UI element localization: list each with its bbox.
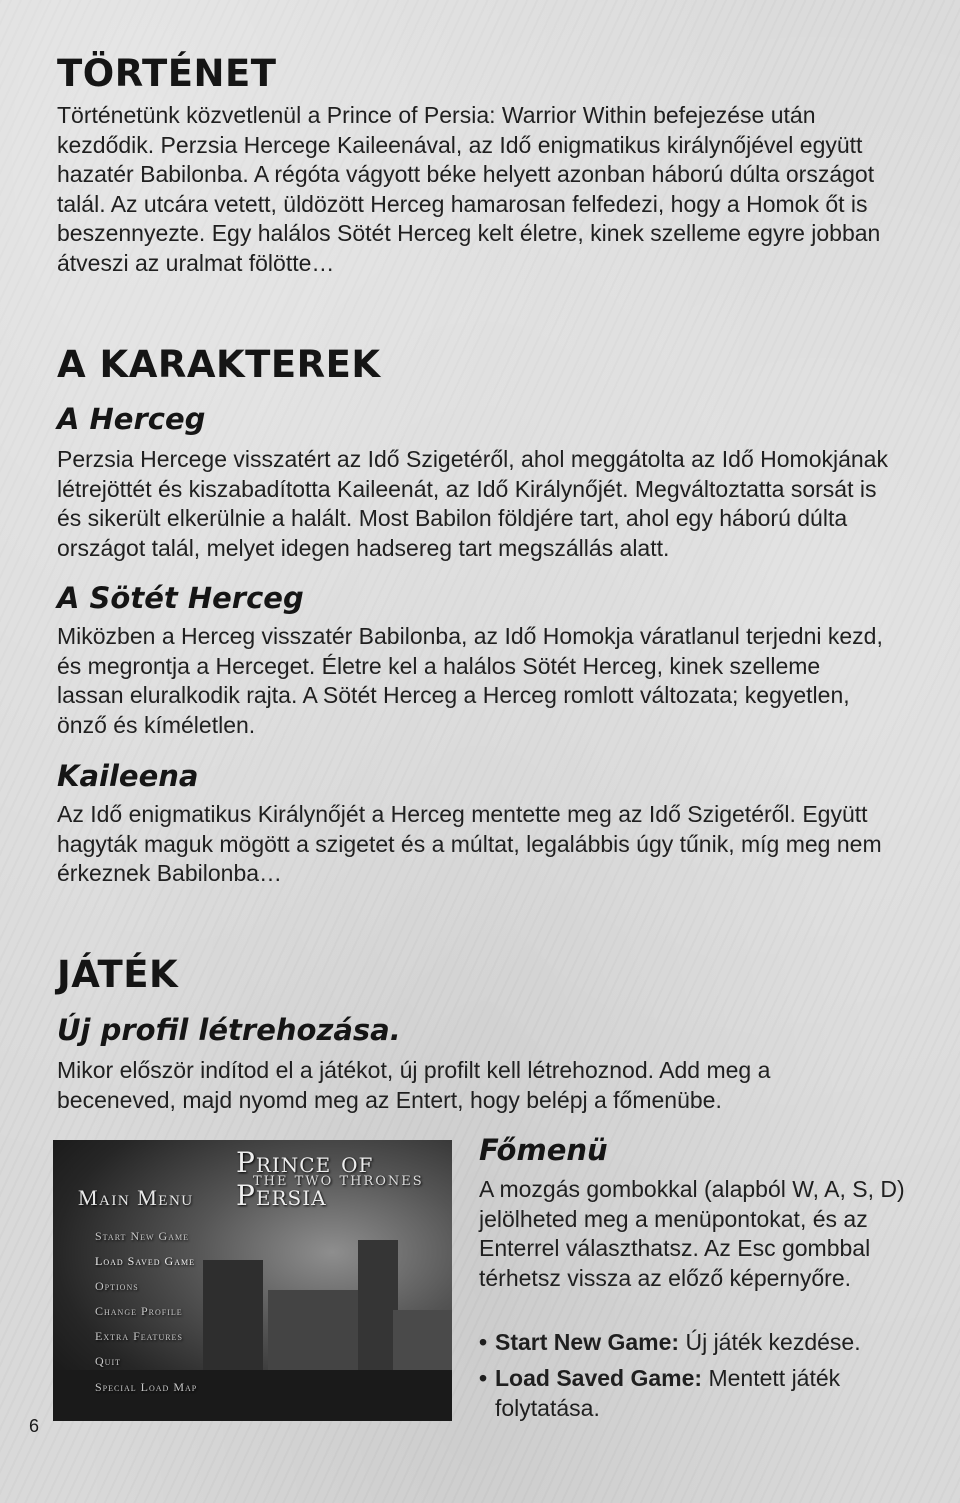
heading-tortenet: TÖRTÉNET xyxy=(57,52,277,95)
page-number: 6 xyxy=(29,1416,40,1436)
paragraph-sotet-herceg: Miközben a Herceg visszatér Babilonba, az Idő Homokja váratlanul terjedni kezd, és megrontja a Herceget. Életre kel a halálos Sötét Herceg, kinek szelleme lassan eluralkodik rajta. A Sötét Herceg a Herceg romlott változata; kegyetlen, önző és kíméletlen. xyxy=(57,623,883,738)
menu-item-start-new-game: Start New Game xyxy=(95,1229,189,1243)
scenery-foreground xyxy=(53,1370,452,1421)
paragraph-fomenu: A mozgás gombokkal (alapból W, A, S, D) jelölheted meg a menüpontokat, és az Enterrel választhatsz. Az Esc gombbal térhetsz vissza az előző képernyőre. xyxy=(479,1176,905,1291)
menu-item-quit: Quit xyxy=(95,1354,121,1368)
bullet-icon: • xyxy=(479,1329,488,1355)
bullet-text: Mentett játék folytatása. xyxy=(495,1365,841,1421)
menu-item-special-load-map: Special Load Map xyxy=(95,1380,198,1394)
heading-uj-profil: Új profil létrehozása. xyxy=(57,1013,401,1047)
main-menu-screenshot xyxy=(53,1140,452,1421)
game-logo: Prince of Persia xyxy=(236,1146,374,1212)
paragraph-tortenet: Történetünk közvetlenül a Prince of Persia: Warrior Within befejezése után kezdődik. Perzsia Hercege Kaileenával, az Idő enigmatikus királynőjével együtt hazatér Babilonba. A régóta vágyott béke helyett azonban háború dúlta országot talál. Az utcára vetett, üldözött Herceg hamarosan felfedezi, hogy a Homok őt is beszennyezte. Egy halálos Sötét Herceg kelt életre, kinek szelleme egyre jobban átveszi az uralmat fölötte… xyxy=(57,102,881,276)
game-logo-subtitle: THE TWO THRONES xyxy=(253,1174,424,1189)
menu-item-options: Options xyxy=(95,1279,139,1293)
paragraph-kaileena: Az Idő enigmatikus Királynőjét a Herceg mentette meg az Idő Szigetéről. Együtt hagyták maguk mögött a szigetet és a múltat, legalábbis úgy tűnik, míg meg nem érkeznek Babilonba… xyxy=(57,801,882,886)
paragraph-herceg: Perzsia Hercege visszatért az Idő Szigetéről, ahol meggátolta az Idő Homokjának létrejöttét és kiszabadította Kaileenát, az Idő Királynőjét. Megváltoztatta sorsát is és sikerült elkerülnie a halált. Most Babilon földjére tart, ahol egy háború dúlta országot talál, melyet idegen hadsereg tart megszállás alatt. xyxy=(57,446,888,561)
bullet-item xyxy=(479,1328,919,1358)
menu-item-extra-features: Extra Features xyxy=(95,1329,183,1343)
bullet-label: Load Saved Game: xyxy=(495,1365,703,1391)
bullet-label: Start New Game: xyxy=(495,1329,680,1355)
menu-item-load-saved-game: Load Saved Game xyxy=(95,1254,195,1268)
heading-jatek: JÁTÉK xyxy=(57,953,179,996)
heading-sotet-herceg: A Sötét Herceg xyxy=(57,581,304,615)
menu-item-change-profile: Change Profile xyxy=(95,1304,183,1318)
main-menu-title: Main Menu xyxy=(78,1185,194,1210)
bullet-text: Új játék kezdése. xyxy=(685,1329,861,1355)
heading-kaileena: Kaileena xyxy=(57,759,199,793)
heading-fomenu: Főmenü xyxy=(479,1133,608,1167)
paragraph-uj-profil: Mikor először indítod el a játékot, új profilt kell létrehoznod. Add meg a beceneved, majd nyomd meg az Entert, hogy belépj a főmenübe. xyxy=(57,1057,771,1113)
bullet-item xyxy=(479,1364,919,1423)
heading-herceg: A Herceg xyxy=(57,402,206,436)
bullet-icon: • xyxy=(479,1365,488,1391)
heading-karakterek: A KARAKTEREK xyxy=(57,343,381,386)
